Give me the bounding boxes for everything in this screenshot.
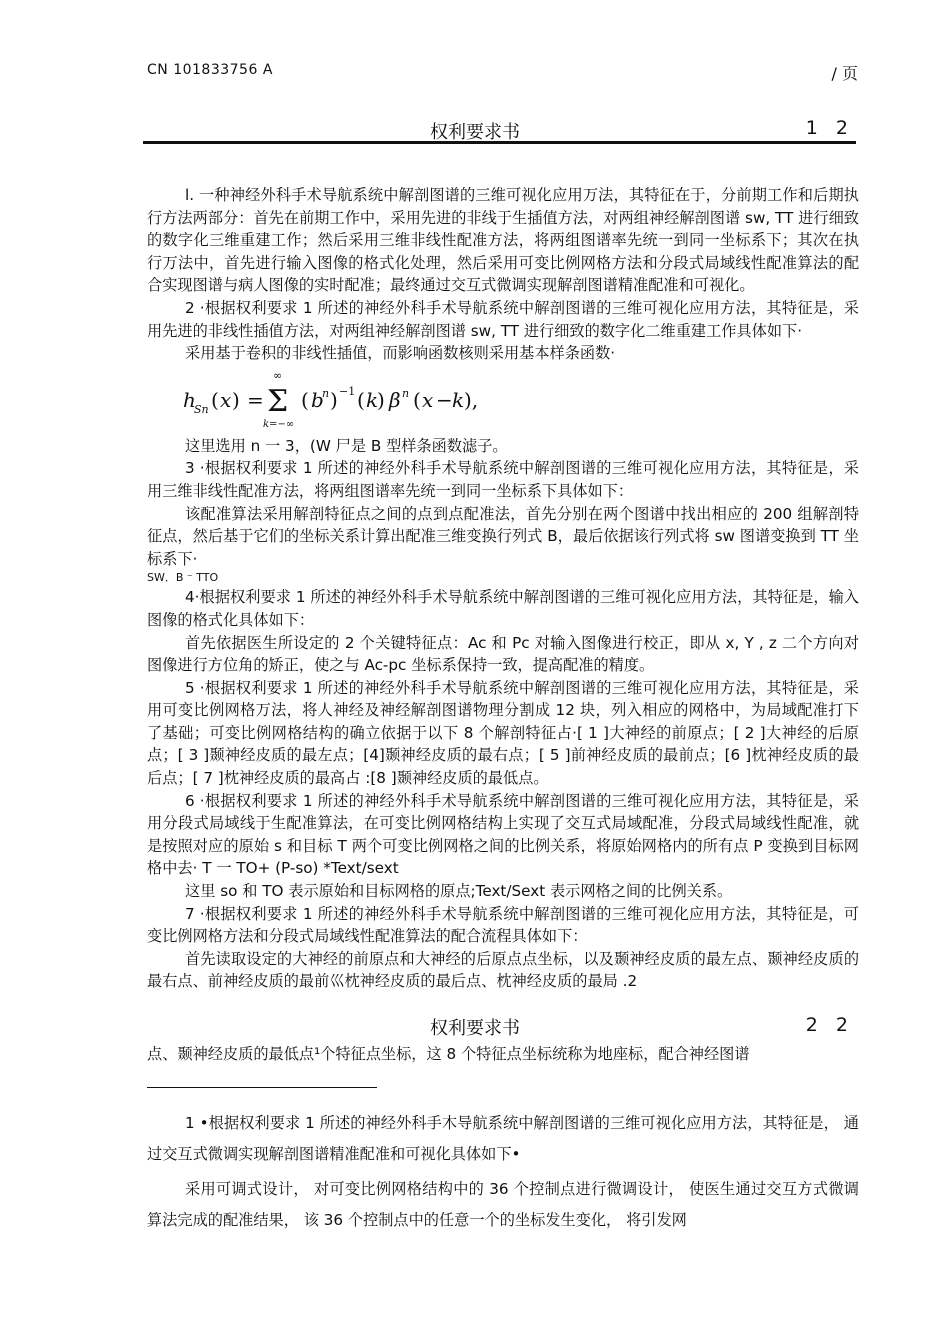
claim-4: 4·根据权利要求 1 所述的神经外科手术导航系统中解剖图谱的三维可视化应用方法，其特征是，输入图像的格式化具体如下： <box>147 588 859 629</box>
svg-text:n: n <box>322 386 330 400</box>
formula-graphic <box>177 367 597 431</box>
svg-text:n: n <box>402 386 410 400</box>
claim-8-detail: 采用可调式设计， 对可变比例网格结构中的 36 个控制点进行微调设计， 使医生通过交互方式微调算法完成的配准结果， 该 36 个控制点中的任意一个的坐标发生变化， 将引发网 <box>147 1180 859 1229</box>
svg-text:∞: ∞ <box>273 368 283 382</box>
svg-text:x: x <box>422 387 434 412</box>
svg-text:h: h <box>183 387 196 412</box>
svg-text:k=−∞: k=−∞ <box>263 418 295 430</box>
claim-6-note: 这里 so 和 TO 表示原始和目标网格的原点;Text/Sext 表示网格之间的比例关系。 <box>185 882 733 901</box>
section-page-number-2: 2 2 <box>805 1014 854 1036</box>
claim-3-equation: SW．B ⁻ TTO <box>147 571 219 585</box>
svg-text:): ) <box>330 387 338 412</box>
claim-2-detail: 采用基于卷积的非线性插值，而影响函数核则采用基本样条函数· <box>185 344 616 363</box>
spline-formula <box>147 367 859 431</box>
svg-text:b: b <box>311 387 324 412</box>
header-rule <box>143 141 856 144</box>
claim-3-detail: 该配准算法采用解剖特征点之间的点到点配准法，首先分别在两个图谱中找出相应的 200 组解剖特征点，然后基于它们的坐标关系计算出配准三维变换行列式 B，最后依据该行列式将 sw 图谱变换到 TT 坐标系下· <box>147 504 859 568</box>
claim-7: 7 ·根据权利要求 1 所述的神经外科手术导航系统中解剖图谱的三维可视化应用方法，其特征是，可变比例网格方法和分段式局域线性配准算法的配合流程具体如下： <box>147 904 859 946</box>
svg-text:(: ( <box>357 387 365 412</box>
svg-text:(: ( <box>301 387 309 412</box>
section-page-number: 1 2 <box>805 117 854 139</box>
svg-text:): ) <box>232 387 240 412</box>
svg-text:−: − <box>436 387 453 412</box>
svg-text:k: k <box>366 387 379 412</box>
svg-text:Sn: Sn <box>194 402 209 416</box>
svg-text:): ) <box>377 387 385 412</box>
patent-number: CN 101833756 A <box>147 62 273 78</box>
svg-text:=: = <box>247 387 264 412</box>
svg-text:β: β <box>389 387 401 412</box>
svg-text:Σ: Σ <box>267 383 289 419</box>
claim-8: 1 •根据权利要求 1 所述的神经外科手木导航系统中解剖图谱的三维可视化应用方法，其特征是， 通过交互式微调实现解剖图谱精准配准和可视化具体如下• <box>147 1114 859 1163</box>
continuation-line: 点、颞神经皮质的最低点¹个特征点坐标，这 8 个特征点坐标统称为地座标，配合神经图谱 <box>147 1045 750 1063</box>
svg-text:(: ( <box>413 387 421 412</box>
section-title: 权利要求书 <box>430 122 520 143</box>
page-marker: / 页 <box>831 64 858 83</box>
claims-body <box>147 184 859 993</box>
claim-1: l. 一种神经外科手术导航系统中解剖图谱的三维可视化应用万法，其特征在于，分前期工作和后期执行方法两部分：首先在前期工作中，采用先进的非线于生插值方法，对两组神经解剖图谱 sw, TT 进行细致的数字化三维重建工作；然后采用三维非线性配准方法，将两组图谱率先统一到同一坐标系下；其次在执行万法中，首先进行输入图像的格式化处理，然后采用可变比例网格方法和分段式局域线性配准算法的配合实现图谱与病人图像的实时配准；最终通过交互式微调实现解剖图谱精准配准和可视化。 <box>147 186 859 295</box>
claim-6: 6 ·根据权利要求 1 所述的神经外科手术导航系统中解剖图谱的三维可视化应用方法，其特征是，采用分段式局域线于生配准算法，在可变比例网格结构上实现了交互式局域配准，分段式局域线性配准，就是按照对应的原始 s 和目标 T 两个可变比例网格之间的比例关系，将原始网格内的所有点 P 变换到目标网格中去· T 一 TO+ (P-so) *Text/sext <box>147 791 859 878</box>
claim-5: 5 ·根据权利要求 1 所述的神经外科手术导航系统中解剖图谱的三维可视化应用方法，其特征是，采用可变比例网格万法，将人神经及神经解剖图谱物理分割成 12 块，列入相应的网格中，为局域配准打下了基础；可变比例网格结构的确立依据于以下 8 个解剖特征占·[ 1 ]大神经的前原点；[ 2 ]大神经的后原点；[ 3 ]颞神经皮质的最左点；[4]颞神经皮质的最右点；[ 5 ]前神经皮质的最前点；[6 ]枕神经皮质的最后点；[ 7 ]枕神经皮质的最高占 :[8 ]颞神经皮质的最低点。 <box>147 678 859 788</box>
svg-text:(: ( <box>211 387 219 412</box>
svg-text:−1: −1 <box>339 384 356 398</box>
claims-body-2 <box>147 1108 859 1240</box>
svg-text:x: x <box>220 387 232 412</box>
footnote-rule <box>147 1087 377 1088</box>
claim-2-note: 这里选用 n 一 3，(W 尸是 B 型样条函数滤子。 <box>185 436 508 455</box>
claim-4-detail: 首先依据医生所设定的 2 个关键特征点：Ac 和 Pc 对输入图像进行校正，即从 x, Y , z 二个方向对图像进行方位角的矫正，使之与 Ac-pc 坐标系保持一致，提高配准的精度。 <box>147 633 859 675</box>
claim-7-detail: 首先读取设定的大神经的前原点和大神经的后原点点坐标，以及颞神经皮质的最左点、颞神经皮质的最右点、前神经皮质的最前巛枕神经皮质的最后点、枕神经皮质的最局 .2 <box>147 949 859 991</box>
svg-text:),: ), <box>464 387 479 412</box>
section-title-2: 权利要求书 <box>430 1018 520 1039</box>
svg-text:k: k <box>452 387 465 412</box>
claim-3: 3 ·根据权利要求 1 所述的神经外科手术导航系统中解剖图谱的三维可视化应用方法，其特征是，采用三维非线性配准方法，将两组图谱率先统一到同一坐标系下具体如下： <box>147 459 859 500</box>
claim-2: 2 ·根据权利要求 1 所述的神经外科手术导航系统中解剖图谱的三维可视化应用方法，其特征是，采用先进的非线性插值方法，对两组神经解剖图谱 sw, TT 进行细致的数字化二维重建工作具体如下· <box>147 298 859 340</box>
